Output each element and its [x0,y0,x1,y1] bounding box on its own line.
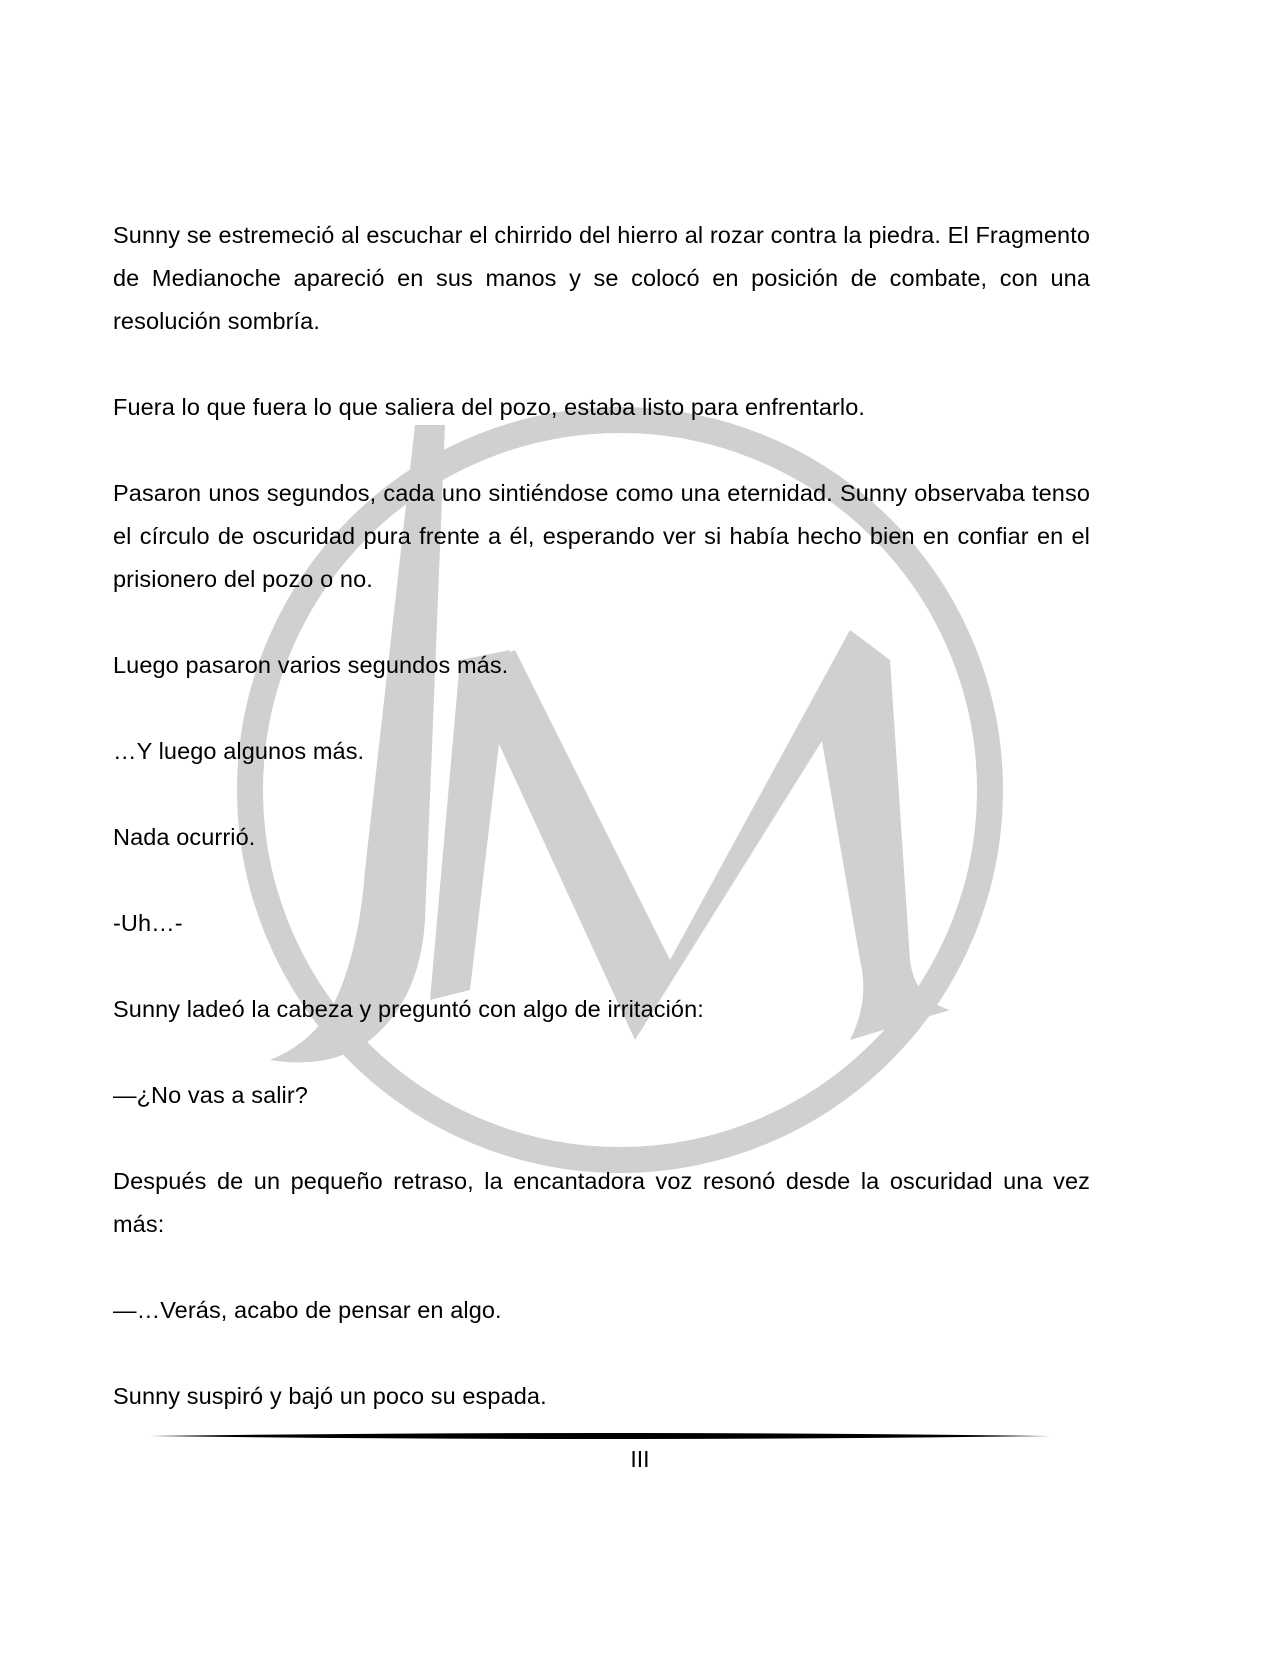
paragraph: Sunny suspiró y bajó un poco su espada. [113,1383,547,1409]
paragraph: Luego pasaron varios segundos más. [113,652,509,678]
paragraph: Pasaron unos segundos, cada uno sintiéndose como una eternidad. Sunny observaba tenso el círculo de oscuridad pura frente a él, esperando ver si había hecho bien en confiar en el prisionero del pozo o no. [113,480,1090,592]
paragraph: Sunny se estremeció al escuchar el chirrido del hierro al rozar contra la piedra. El Fragmento de Medianoche apareció en sus manos y se colocó en posición de combate, con una resolución sombría. [113,222,1090,334]
document-body [113,214,1090,1461]
footer-divider [150,1430,1050,1442]
paragraph: …Y luego algunos más. [113,738,365,764]
paragraph: Nada ocurrió. [113,824,256,850]
paragraph: —…Verás, acabo de pensar en algo. [113,1297,502,1323]
paragraph: -Uh…- [113,910,183,936]
paragraph: Después de un pequeño retraso, la encantadora voz resonó desde la oscuridad una vez más: [113,1168,1090,1237]
paragraph: Fuera lo que fuera lo que saliera del pozo, estaba listo para enfrentarlo. [113,394,866,420]
page-number: III [630,1446,650,1472]
paragraph: Sunny ladeó la cabeza y preguntó con algo de irritación: [113,996,704,1022]
paragraph: —¿No vas a salir? [113,1082,308,1108]
